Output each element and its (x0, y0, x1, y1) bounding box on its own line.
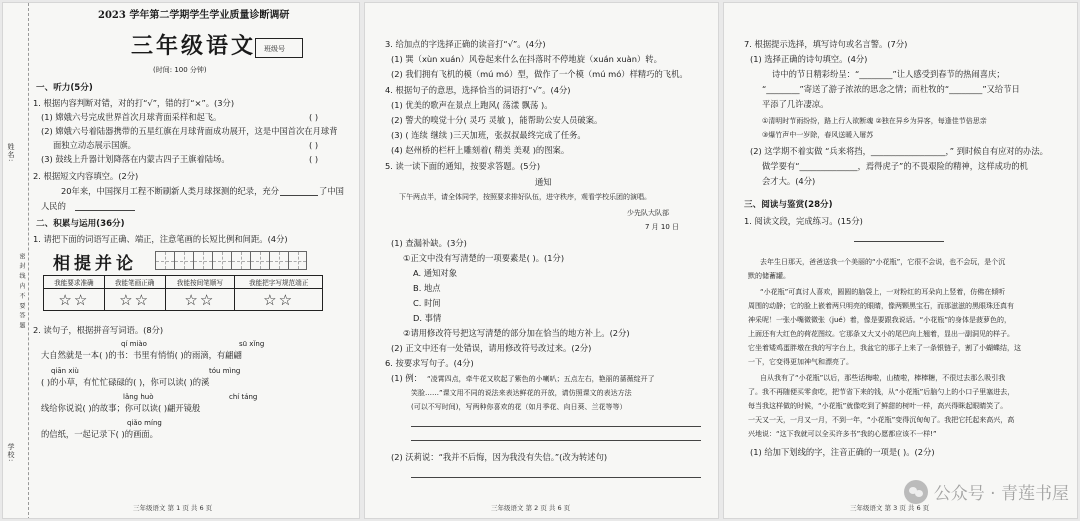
question-4-c: (3) ( 连续 继续 )三天加班，张叔叔最终完成了任务。 (391, 130, 586, 140)
option-d[interactable]: D. 事情 (413, 313, 442, 323)
question-2-text-end: 了中国 (319, 186, 344, 196)
exam-time: (时间: 100 分钟) (153, 66, 207, 74)
question-4: 2. 读句子，根据拼音写词语。(8分) (33, 325, 164, 335)
question-6-b: (2) 沃莉说：“我并不后悔，因为我没有失信。”(改为转述句) (391, 452, 608, 462)
question-2-text2: 人民的 (41, 201, 66, 211)
answer-paren: ( ) (309, 154, 319, 164)
pinyin: lǎng huò (123, 393, 154, 401)
class-box-label: 班级号 (264, 45, 285, 53)
question-7-a2: “________”寄送了游子浓浓的思念之情；而杜牧的“________”又给节日 (762, 84, 1020, 94)
pinyin-text-1: 大自然就是一本( )的书：书里有悄悄( )的雨滴，有翩翩 (41, 350, 242, 360)
pinyin: qí miào (121, 340, 147, 348)
question-4: 4. 根据句子的意思，选择恰当的词语打“√”。(4分) (385, 85, 571, 95)
question-3: 3. 给加点的字选择正确的读音打“√”。(4分) (385, 39, 546, 49)
passage-p3e: 兴地说：“这下我就可以全买许多书”我的心愿都应该不一样!” (748, 430, 937, 438)
question-7-b3: 会才大。(4分) (762, 176, 816, 186)
question-3-b: (2) 我们拥有飞机的模（mú mó）型，做作了一个模（mú mó）样精巧的飞机。 (391, 69, 688, 79)
pinyin: sū xǐng (239, 340, 265, 348)
pinyin: chí táng (229, 393, 258, 401)
question-7-a1: 诗中的节日精彩纷呈：“________”让人感受到春节的热闹喜庆； (772, 69, 1005, 79)
seal-text: 密 封 线 内 不 要 答 题 (18, 253, 25, 330)
question-4-b: (2) 警犬的嗅觉十分( 灵巧 灵敏 )，能帮助公安人员破案。 (391, 115, 603, 125)
question-2-text: 20年来，中国探月工程不断刷新人类月球探测的纪录，充分 (61, 186, 279, 196)
passage-p3b: 了。我不再随便买零食吃，把节省下来的钱，从“小花瓶”后脑勺上的小口子里塞进去， (748, 388, 1015, 396)
pinyin-text-3: 线给你说说( )的故事；你可以读( )翩开镜般 (41, 403, 201, 413)
passage-p1: 去年生日那天，爸爸送我一个美丽的“小花瓶”，它很不会说，也不会玩，是个沉 (760, 258, 1006, 266)
question-6-a-text2: 笑脸……”课文用不同的说法来表达鲜花的开放，请仿照课文的表达方法 (411, 389, 632, 397)
question-3: 1. 请把下面的词语写正确、端正，注意笔画的长短比例和间距。(4分) (33, 234, 288, 244)
question-6-a-text3: (可以不写时间)，写两种你喜欢的花（如月季花、向日葵、兰花等等） (411, 403, 627, 411)
question-7-a: (1) 选择正确的诗句填空。(4分) (750, 54, 868, 64)
pinyin-text-2: ( )的小草，有忙忙碌碌的( )，你可以读( )的溪 (41, 377, 210, 387)
option-a[interactable]: A. 通知对象 (413, 268, 457, 278)
binding-margin (3, 3, 29, 519)
class-box (255, 38, 303, 58)
page-footer: 三年级语文 第 2 页 共 6 页 (491, 504, 571, 512)
exam-page-1 (2, 2, 360, 519)
poem-options-2: ③爆竹声中一岁除，春风送暖入屠苏 (762, 131, 874, 139)
self-assessment-table (43, 275, 323, 311)
pinyin: qiān xiù (51, 367, 79, 375)
passage-p2f: 一下，它变得更加神气和漂亮了。 (748, 358, 853, 366)
criteria-3: 我能按间笔顺写 (165, 276, 235, 289)
question-1-b2: 面独立动态展示国旗。 (53, 140, 136, 150)
option-b[interactable]: B. 地点 (413, 283, 441, 293)
question-7-b2: 做学要有“______________，焉得虎子”的不畏艰险的精神，这样成功的机 (762, 161, 1028, 171)
question-8-a: (1) 给加下划线的字，注音正确的一项是( )。(2分) (750, 447, 935, 457)
writing-grid[interactable] (155, 251, 307, 270)
criteria-4: 我能把字写规范端正 (235, 276, 323, 289)
criteria-1: 我能要求准确 (44, 276, 105, 289)
answer-blank[interactable] (75, 210, 135, 211)
question-4-a: (1) 优美的歌声在景点上跑风( 荡漾 飘荡 )。 (391, 100, 553, 110)
question-5: 5. 读一读下面的通知，按要求答题。(5分) (385, 161, 541, 171)
page-title: 三年级语文 (131, 33, 257, 59)
notice-body: 下午两点半，请全体同学，按照要求排好队伍，进守秩序，观看学校乐团的演唱。 (399, 193, 651, 201)
question-4-d: (4) 赵州桥的栏杆上雕刻着( 精美 美观 )的图案。 (391, 145, 570, 155)
question-6: 6. 按要求写句子。(4分) (385, 358, 474, 368)
question-1-c: (3) 鼓线上升器计划降落在内蒙古四子王旗着陆场。 (41, 154, 230, 164)
question-5-b: (2) 正文中还有一处错误，请用修改符号改过来。(2分) (391, 343, 592, 353)
passage-p3: 自从我有了“小花瓶”以后，那些话梅啦，山楂啦，棒棒糖，不很过去那么吸引我 (760, 374, 1006, 382)
section-listening: 一、听力(5分) (36, 83, 93, 93)
question-5-a2: ②请用修改符号把这写清楚的部分加在恰当的地方补上。(2分) (403, 328, 630, 338)
notice-title: 通知 (535, 177, 552, 187)
question-6-a-label: (1) 例： (391, 373, 422, 383)
question-3-a: (1) 巽（xùn xuán）风卷起来什么在抖落时不停地旋（xuán xuàn）转。 (391, 54, 662, 64)
passage-p2e: 它坐着矮鸡蛋胖墩在我的写字台上，我盆它的那子上来了一条银链子，割了小蝴蝶结，这 (748, 344, 1021, 352)
answer-line[interactable] (411, 426, 701, 427)
name-label: 姓名: (7, 143, 15, 163)
passage-p2c: 神采呢！一张小嘴微微张（jué）着，像是要跟我说话。“小花瓶”的身体是菠萝色的， (748, 316, 1011, 324)
star-rating[interactable]: ☆☆ (165, 289, 235, 311)
option-c[interactable]: C. 时间 (413, 298, 441, 308)
poem-options-1: ①清明时节雨纷纷，路上行人欲断魂 ②独在异乡为异客，每逢佳节倍思亲 (762, 117, 987, 125)
exam-header: 2023 学年第二学期学生学业质量诊断调研 (98, 10, 290, 21)
question-1-b: (2) 嫦娥六号着陆器携带的五星红旗在月球背面成功展开，这是中国首次在月球背 (41, 126, 338, 136)
question-7: 7. 根据提示选择，填写诗句或名言警。(7分) (744, 39, 908, 49)
wechat-watermark (904, 479, 1069, 504)
school-label: 学校: (7, 443, 15, 463)
passage-p1b: 默的储蓄罐。 (748, 272, 790, 280)
passage-p2d: 上面还有大红色的荷花图纹。它那条又大又小的尾巴向上翘着，显出一副洞见的样子。 (748, 330, 1014, 338)
question-8: 1. 阅读文段，完成练习。(15分) (744, 216, 863, 226)
pinyin: tóu mìng (209, 367, 241, 375)
star-rating[interactable]: ☆☆ (44, 289, 105, 311)
pinyin: qiǎo míng (127, 419, 162, 427)
answer-paren: ( ) (309, 140, 319, 150)
passage-p3d: 一天又一天，一月又一月，不到一年，“小花瓶”变得沉甸甸了。我把它托起来高兴，高 (748, 416, 1015, 424)
question-1-a: (1) 嫦娥六号完成世界首次月球背面采样和起飞。 (41, 112, 222, 122)
section-accumulation: 二、积累与运用(36分) (36, 219, 125, 229)
exam-page-3 (723, 2, 1078, 519)
passage-p3c: 每当我这样做的时候，“小花瓶”就像吃到了鲜甜的树叶一样，高兴得眯起眼睛笑了。 (748, 402, 1008, 410)
exam-page-2 (364, 2, 719, 519)
pinyin-text-4: 的信纸，一起记录下( )的画面。 (41, 429, 158, 439)
passage-p2b: 周围的动静；它的脸上嵌着两只明亮的眼睛，像两颗黑宝石，而那滋滋的黑眼珠还真有 (748, 302, 1014, 310)
answer-paren: ( ) (309, 112, 319, 122)
passage-p2: “小花瓶”可真讨人喜欢，圆圆的脑袋上，一对粉红的耳朵向上竖着，仿佛在倾听 (760, 288, 1006, 296)
page-footer: 三年级语文 第 1 页 共 6 页 (133, 504, 213, 512)
answer-blank[interactable] (280, 195, 318, 196)
criteria-2: 我能笔画正确 (104, 276, 165, 289)
question-5-a: (1) 查漏补缺。(3分) (391, 238, 467, 248)
question-7-a3: 平添了几许凄凉。 (762, 99, 829, 109)
copy-phrase: 相提并论 (53, 254, 137, 274)
star-rating[interactable]: ☆☆ (104, 289, 165, 311)
answer-line[interactable] (411, 440, 701, 441)
star-rating[interactable]: ☆☆ (235, 289, 323, 311)
wechat-icon (904, 480, 928, 504)
notice-date: 7 月 10 日 (645, 223, 680, 231)
question-2: 2. 根据短文内容填空。(2分) (33, 171, 139, 181)
answer-line[interactable] (411, 477, 701, 478)
watermark-text: 公众号 · 青莲书屋 (933, 484, 1069, 504)
question-6-a-text1: “凌霄四点，牵牛花又吹起了紫色的小喇叭；五点左右，艳丽的蔷薇绽开了 (427, 375, 655, 383)
reading-title-blank[interactable] (854, 241, 944, 242)
notice-sign: 少先队大队部 (627, 209, 669, 217)
section-reading: 三、阅读与鉴赏(28分) (744, 200, 833, 210)
page-footer: 三年级语文 第 3 页 共 6 页 (850, 504, 930, 512)
question-5-a1: ①正文中没有写清楚的一项要素是( )。(1分) (403, 253, 565, 263)
question-7-b: (2) 这学期不着实做 “兵来将挡，__________________，” 到时候自有应对的办法。 (750, 146, 1048, 156)
question-1: 1. 根据内容判断对错，对的打“√”，错的打“×”。(3分) (33, 98, 235, 108)
